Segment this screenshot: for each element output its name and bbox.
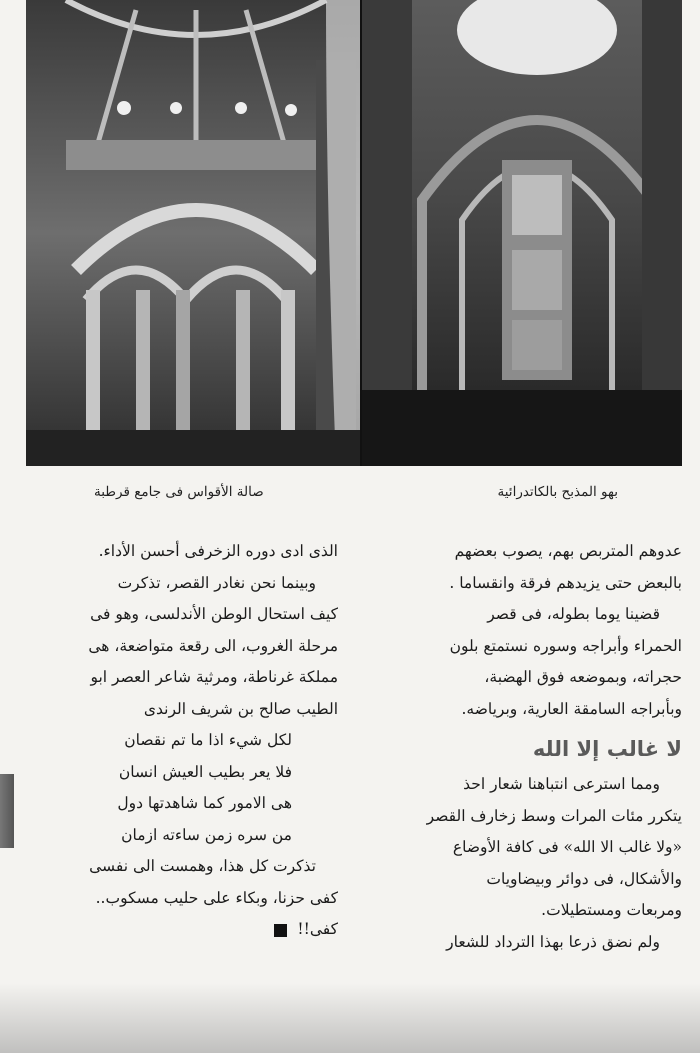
text-line: ولم نضق ذرعا بهذا الترداد للشعار [446,932,660,951]
poem-verse: فلا يعر بطيب العيش انسان [118,762,292,781]
page-edge-tab [0,774,14,848]
text-line: قضينا يوما بطوله، فى قصر [487,605,660,623]
text-line: ومربعات ومستطيلات. [541,901,682,919]
right-photo-caption: بهو المذبح بالكاتدرائية [497,484,618,500]
text-line: الذى ادى دوره الزخرفى أحسن الأداء. [98,542,338,560]
photo-spread [26,0,682,466]
text-line: الطيب صالح بن شريف الرندى [143,699,338,718]
poem-verse: من سره زمن ساءته ازمان [121,825,292,844]
text-line: بالبعض حتى يزيدهم فرقة وانقساما . [449,573,682,592]
text-line: تذكرت كل هذا، وهمست الى نفسى [89,857,316,875]
left-photo-caption: صالة الأقواس فى جامع قرطبة [94,484,264,500]
text-line: مرحلة الغروب، الى رقعة متواضعة، هى [88,636,338,655]
paragraph [364,599,682,725]
text-line [16,914,338,946]
mosque-arches-photo [26,0,360,466]
text-line: مملكة غرناطة، ومرثية شاعر العصر ابو [90,668,338,686]
text-line: يتكرر مئات المرات وسط زخارف القصر [426,806,682,825]
paragraph [16,851,338,946]
cathedral-altar-photo [362,0,682,466]
text-line: حجراته، وبموضعه فوق الهضبة، [484,668,682,686]
text-line: «ولا غالب الا الله» فى كافة الأوضاع [452,838,682,856]
text-line: وبأبراجه السامقة العارية، وبرياضه. [461,699,682,718]
paragraph [16,536,338,568]
text-line: كيف استحال الوطن الأندلسى، وهو فى [90,605,338,623]
section-heading: لا غالب إلا الله [532,737,682,761]
paragraph [364,769,682,927]
end-of-article-mark-icon [274,924,287,937]
text-line: والأشكال، فى دوائر وبيضاويات [486,869,682,888]
text-line: ومما استرعى انتباهنا شعار احذ [463,775,660,793]
scan-shadow [0,983,700,1053]
left-text-column [16,536,338,946]
right-text-column [364,536,682,958]
mosque-arches-illustration [26,0,360,466]
paragraph [364,536,682,599]
text-line: وبينما نحن نغادر القصر، تذكرت [117,573,316,592]
paragraph [16,568,338,726]
paragraph [364,927,682,959]
text-line: عدوهم المتربص بهم، يصوب بعضهم [454,542,682,560]
poem-verse: لكل شيء اذا ما تم نقصان [124,731,292,749]
text-line: كفى حزنا، وبكاء على حليب مسكوب.. [95,888,338,907]
text-line: الحمراء وأبراجه وسوره نستمتع بلون [449,636,682,655]
cathedral-altar-illustration [362,0,682,466]
closing-text: كفى!! [297,920,338,938]
poem [16,725,338,851]
poem-verse: هى الامور كما شاهدتها دول [117,794,292,812]
